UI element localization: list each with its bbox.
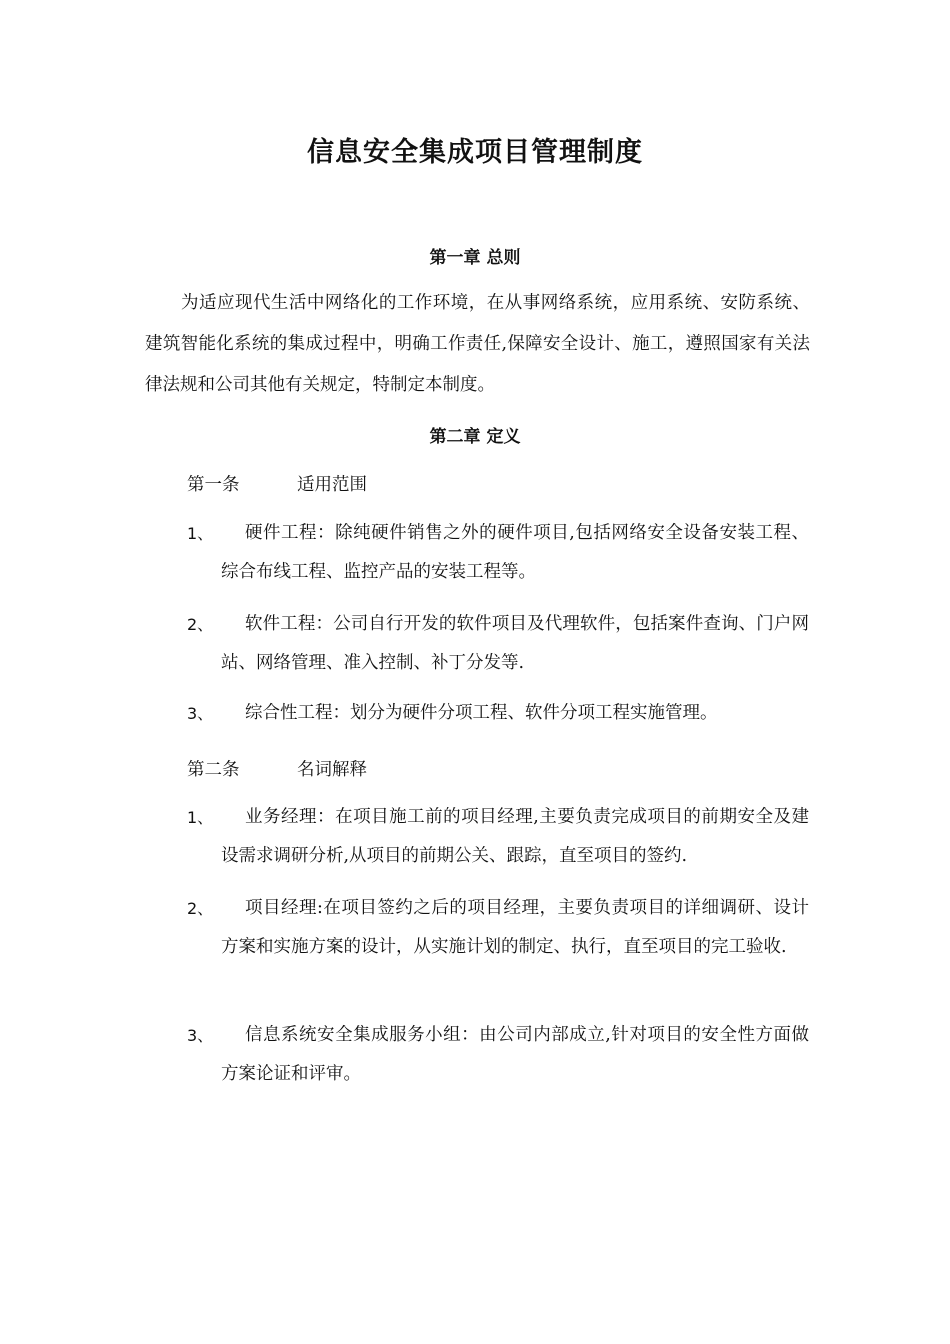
chapter-2-heading: 第二章 定义 (429, 427, 521, 447)
list-item-text: 项目经理:在项目签约之后的项目经理，主要负责项目的详细调研、设计方案和实施方案的设计，从实施计划的制定、执行，直至项目的完工验收. (221, 898, 809, 957)
chapter-1-heading: 第一章 总则 (429, 248, 521, 268)
list-item-text: 信息系统安全集成服务小组：由公司内部成立,针对项目的安全性方面做方案论证和评审。 (221, 1025, 809, 1084)
document-title: 信息安全集成项目管理制度 (307, 137, 643, 168)
article-1-heading (187, 471, 367, 496)
list-item (187, 514, 809, 592)
article-2-label: 第二条 (187, 760, 240, 780)
list-item-text: 业务经理：在项目施工前的项目经理,主要负责完成项目的前期安全及建设需求调研分析,从项目的前期公关、跟踪，直至项目的签约. (221, 807, 809, 866)
list-item-text: 软件工程：公司自行开发的软件项目及代理软件，包括案件查询、门户网站、网络管理、准入控制、补丁分发等. (221, 614, 809, 673)
article-2-heading (187, 756, 367, 781)
article-1-name: 适用范围 (297, 475, 367, 495)
list-item-number: 3、 (187, 1026, 214, 1045)
list-item (187, 889, 809, 967)
list-item-number: 1、 (187, 808, 214, 827)
list-item-number: 2、 (187, 615, 214, 634)
list-item-text: 综合性工程：划分为硬件分项工程、软件分项工程实施管理。 (245, 703, 718, 723)
list-item-number: 3、 (187, 704, 214, 723)
article-1-label: 第一条 (187, 475, 240, 495)
list-item-number: 1、 (187, 524, 214, 543)
list-item-number: 2、 (187, 899, 214, 918)
list-item (187, 1016, 809, 1094)
list-item (187, 694, 809, 733)
article-2-name: 名词解释 (297, 760, 367, 780)
list-item (187, 798, 809, 876)
list-item-text: 硬件工程：除纯硬件销售之外的硬件项目,包括网络安全设备安装工程、综合布线工程、监控产品的安装工程等。 (221, 523, 809, 582)
list-item (187, 605, 809, 683)
chapter-1-paragraph: 为适应现代生活中网络化的工作环境，在从事网络系统，应用系统、安防系统、建筑智能化系统的集成过程中，明确工作责任,保障安全设计、施工，遵照国家有关法律法规和公司其他有关规定，特制定本制度。 (145, 293, 810, 395)
